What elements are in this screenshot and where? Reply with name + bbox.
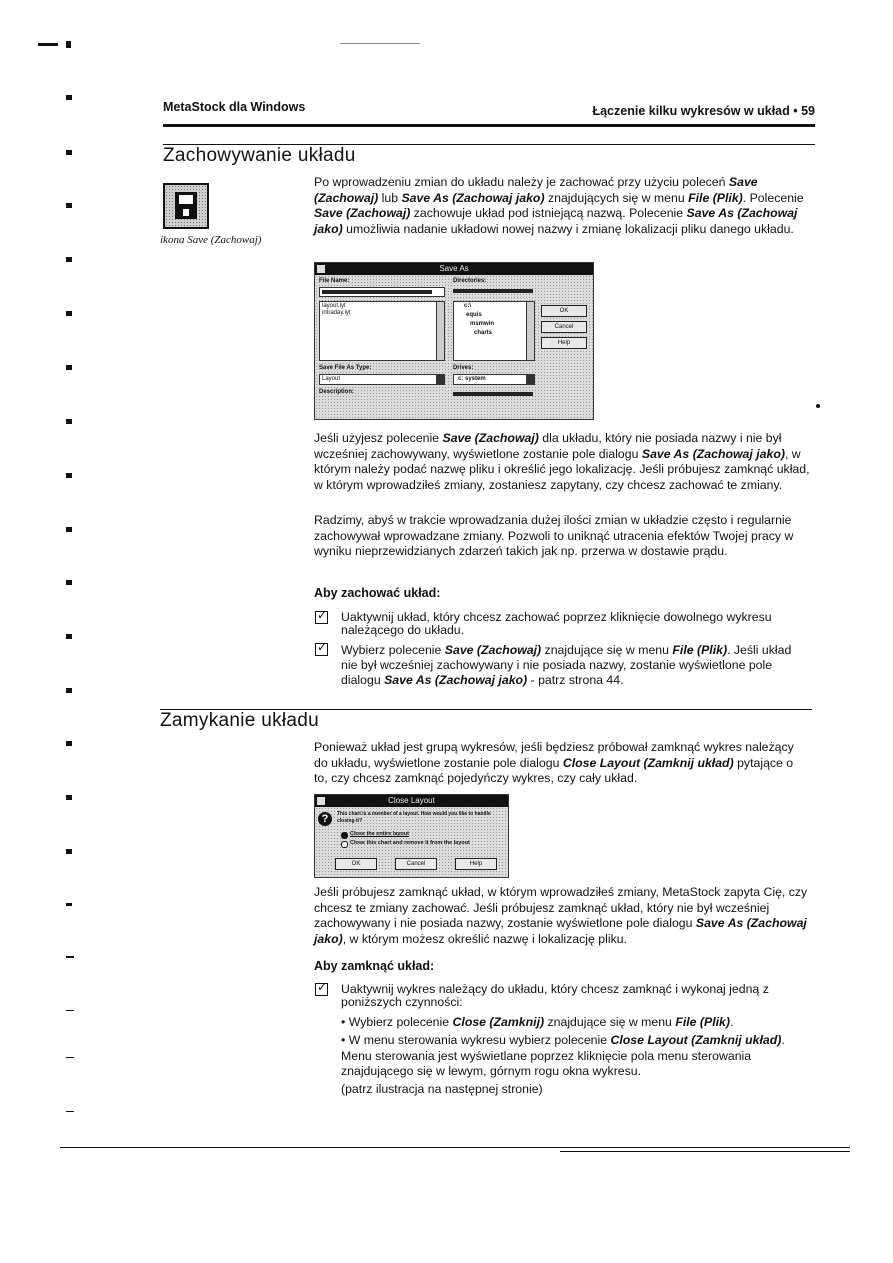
scan-mark	[66, 257, 72, 262]
bullet-close-control-menu: • W menu sterowania wykresu wybierz polecenie Close Layout (Zamknij układ). Menu sterowania jest wyświetlane poprzez kliknięcie pola menu sterowania znajdującego się w lewym, górnym rogu okna wykresu.	[341, 1033, 785, 1079]
running-header-left: MetaStock dla Windows	[163, 100, 306, 114]
scan-mark	[66, 634, 72, 639]
close-note: (patrz ilustracja na następnej stronie)	[341, 1082, 543, 1096]
file-name-label: File Name:	[319, 278, 350, 284]
scrollbar[interactable]	[526, 302, 534, 360]
bullet-close-file: • Wybierz polecenie Close (Zamknij) znajdujące się w menu File (Plik).	[341, 1015, 734, 1029]
scan-mark	[66, 849, 72, 854]
ok-button[interactable]: OK	[335, 858, 377, 870]
question-icon: ?	[318, 812, 332, 826]
save-icon	[163, 183, 209, 229]
save-type-label: Save File As Type:	[319, 365, 372, 371]
scan-mark	[66, 473, 72, 478]
radio-selected[interactable]	[341, 832, 348, 839]
scan-mark	[66, 95, 72, 100]
dialog-message: This chart is a member of a layout. How would you like to handle closing it?	[337, 811, 491, 824]
help-button[interactable]: Help	[455, 858, 497, 870]
footer-rule	[60, 1147, 850, 1148]
control-menu-icon	[317, 797, 325, 805]
save-paragraph-2: Jeśli użyjesz polecenie Save (Zachowaj) dla układu, który nie posiada nazwy i nie był wcześniej zachowywany, wyświetlone zostanie pole dialogu Save As (Zachowaj jako), w którym należy podać nazwę pliku i określić jego lokalizację. Jeśli próbujesz zamknąć układ, w którym wprowadziłeś zmiany, zostaniesz zapytany, czy chcesz zachować te zmiany.	[314, 431, 810, 492]
bullet-icon: •	[341, 1015, 346, 1029]
section-title-save: Zachowywanie układu	[163, 145, 356, 166]
dir-item[interactable]: charts	[474, 330, 493, 336]
scan-mark	[66, 311, 72, 316]
scan-mark	[66, 1010, 74, 1011]
scan-mark	[340, 43, 420, 44]
close-step-1: Uaktywnij wykres należący do układu, który chcesz zamknąć i wykonaj jedną z poniższych czynności:	[341, 982, 769, 1009]
scan-mark	[66, 795, 72, 800]
scan-mark	[66, 527, 72, 532]
scan-mark	[66, 580, 72, 585]
save-step-2: Wybierz polecenie Save (Zachowaj) znajdujące się w menu File (Plik). Jeśli układ nie był wcześniej zachowywany i nie posiada nazwy, zostanie wyświetlone pole dialogu Save As (Zachowaj jako) - patrz strona 44.	[341, 643, 792, 687]
option-close-entire-layout[interactable]: Close the entire layout	[350, 831, 409, 837]
running-header-right: Łączenie kilku wykresów w układ • 59	[592, 104, 815, 118]
drives-label: Drives:	[453, 365, 474, 371]
checkbox-icon	[315, 983, 328, 996]
scan-dot	[816, 404, 820, 408]
scan-mark	[66, 903, 72, 906]
close-paragraph-2: Jeśli próbujesz zamknąć układ, w którym wprowadziłeś zmiany, MetaStock zapyta Cię, czy chcesz te zmiany zachować. Jeśli próbujesz zamknąć układ, który nie był wcześniej zachowywany i nie posiada nazwy, zostanie wyświetlone pole dialogu Save As (Zachowaj jako), w którym możesz określić nazwę i lokalizację pliku.	[314, 885, 808, 946]
chevron-down-icon	[436, 375, 444, 384]
dialog-title: Save As	[315, 263, 593, 275]
scan-mark	[38, 43, 58, 46]
close-howto-label: Aby zamknąć układ:	[314, 959, 435, 973]
save-intro-paragraph: Po wprowadzeniu zmian do układu należy je zachować przy użyciu poleceń Save (Zachowaj) lub Save As (Zachowaj jako) znajdujących się w menu File (Plik). Polecenie Save (Zachowaj) zachowuje układ pod istniejącą nazwą. Polecenie Save As (Zachowaj jako) umożliwia nadanie układowi nowej nazwy i zmianę lokalizacji pliku danego układu.	[314, 175, 804, 236]
close-intro-paragraph: Ponieważ układ jest grupą wykresów, jeśli będziesz próbował zamknąć wykres należący do układu, wyświetlone zostanie pole dialogu Close Layout (Zamknij układ) pytające o to, czy chcesz zamknąć pojedyńczy wykres, czy cały układ.	[314, 740, 794, 786]
scan-mark	[66, 1111, 74, 1112]
radio-unselected[interactable]	[341, 841, 348, 848]
directory-list[interactable]	[453, 301, 535, 361]
dir-item[interactable]: equis	[466, 312, 482, 318]
current-directory	[453, 289, 533, 293]
save-step-1: Uaktywnij układ, który chcesz zachować poprzez kliknięcie dowolnego wykresu należącego do układu.	[341, 610, 772, 637]
cancel-button[interactable]: Cancel	[541, 321, 587, 333]
scan-mark	[66, 203, 72, 208]
icon-caption: ikona Save (Zachowaj)	[160, 234, 262, 246]
scan-mark	[66, 1057, 74, 1058]
chevron-down-icon	[526, 375, 534, 384]
description-label: Description:	[319, 389, 355, 395]
scan-mark	[66, 956, 74, 958]
scan-mark	[66, 365, 72, 370]
close-layout-dialog-screenshot	[314, 794, 509, 878]
file-name-input[interactable]	[319, 287, 445, 297]
footer-rule	[560, 1151, 850, 1152]
scan-mark	[66, 419, 72, 424]
scan-mark	[66, 41, 71, 48]
drives-select[interactable]: c: system	[453, 374, 535, 385]
description-field[interactable]	[453, 392, 533, 396]
save-howto-label: Aby zachować układ:	[314, 586, 441, 600]
list-item[interactable]: layout.lyt	[322, 303, 346, 309]
file-list[interactable]	[319, 301, 445, 361]
scan-mark	[66, 150, 72, 155]
ok-button[interactable]: OK	[541, 305, 587, 317]
section-title-close: Zamykanie układu	[160, 710, 319, 731]
header-rule	[163, 124, 815, 127]
option-close-chart[interactable]: Close this chart and remove it from the layout	[350, 840, 470, 846]
dialog-title: Close Layout	[315, 795, 508, 807]
dir-item[interactable]: msmwin	[470, 321, 495, 327]
scan-mark	[66, 741, 72, 746]
cancel-button[interactable]: Cancel	[395, 858, 437, 870]
bullet-icon: •	[341, 1033, 346, 1047]
scrollbar[interactable]	[436, 302, 444, 360]
control-menu-icon	[317, 265, 325, 273]
save-as-dialog-screenshot	[314, 262, 594, 420]
save-paragraph-3: Radzimy, abyś w trakcie wprowadzania dużej ilości zmian w układzie często i regularnie zachowywał wprowadzane zmiany. Pozwoli to uniknąć utracenia efektów Twojej pracy w wyniku nieprzewidzianych zdarzeń takich jak np. przerwa w dostawie prądu.	[314, 513, 794, 559]
list-item[interactable]: intraday.lyt	[322, 310, 351, 316]
save-type-select[interactable]: Layout	[319, 374, 445, 385]
section-rule	[163, 144, 815, 145]
help-button[interactable]: Help	[541, 337, 587, 349]
dir-item[interactable]: c:\	[464, 303, 472, 309]
directories-label: Directories:	[453, 278, 487, 284]
scan-mark	[66, 688, 72, 693]
checkbox-icon	[315, 611, 328, 624]
checkbox-icon	[315, 643, 328, 656]
